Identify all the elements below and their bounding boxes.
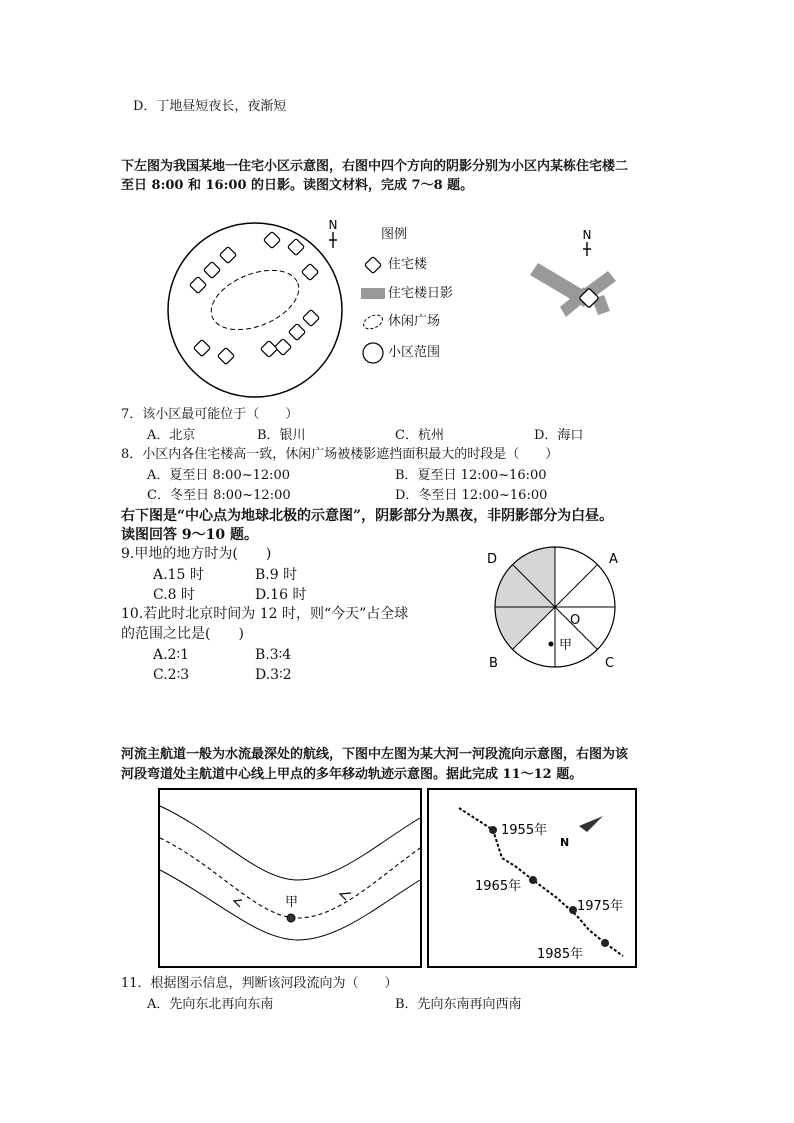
legend-boundary-icon <box>363 343 383 363</box>
q8-option-c: C．冬至日 8:00~12:00 <box>147 488 291 503</box>
point-1975 <box>569 906 577 914</box>
legend-shadow-icon <box>361 288 385 299</box>
section3-intro-line1: 河流主航道一般为水流最深处的航线，下图中左图为某大河一河段流向示意图，右图为该 <box>121 747 629 762</box>
q8-option-d: D．冬至日 12:00~16:00 <box>395 488 548 503</box>
q10-option-d: D.3∶2 <box>255 667 292 683</box>
q10-option-b: B.3∶4 <box>255 647 292 663</box>
q10-option-c: C.2∶3 <box>153 667 190 683</box>
q10-stem-line1: 10.若此时北京时间为 12 时，则“今天”占全球 <box>121 606 409 622</box>
year-1985: 1985年 <box>537 947 584 962</box>
q8-stem: 8．小区内各住宅楼高一致，休闲广场被楼影遮挡面积最大的时段是（ ） <box>121 447 559 462</box>
night-region <box>495 607 555 649</box>
north-pole-diagram <box>475 545 635 675</box>
point-migration-diagram <box>427 788 637 968</box>
q11-option-a: A．先向东北再向东南 <box>147 997 274 1012</box>
q7-option-c: C．杭州 <box>395 428 444 443</box>
community-boundary <box>168 223 342 397</box>
point-jia <box>549 642 554 647</box>
q7-stem: 7．该小区最可能位于（ ） <box>121 407 299 422</box>
label-d: D <box>487 552 498 567</box>
q10-option-a: A.2∶1 <box>153 647 190 663</box>
section3-intro-line2: 河段弯道处主航道中心线上甲点的多年移动轨迹示意图。据此完成 11～12 题。 <box>121 767 583 782</box>
q9-option-c: C.8 时 <box>153 587 196 603</box>
legend-title: 图例 <box>381 227 408 242</box>
q9-option-d: D.16 时 <box>255 587 307 603</box>
q7-option-b: B．银川 <box>257 428 306 443</box>
point-1985 <box>601 939 609 947</box>
q6-option-d: D．丁地昼短夜长，夜渐短 <box>133 99 287 114</box>
north-label-2: N <box>582 228 592 242</box>
legend-building-icon <box>365 257 382 274</box>
q7-option-a: A．北京 <box>147 428 196 443</box>
legend-building-label: 住宅楼 <box>388 257 428 272</box>
q10-stem-line2: 的范围之比是( ) <box>121 626 244 642</box>
north-label-3: N <box>560 836 570 849</box>
point-jia <box>287 914 295 922</box>
label-a: A <box>609 552 618 567</box>
label-c: C <box>605 656 615 671</box>
point-1955 <box>489 826 497 834</box>
building-shadow-diagram <box>520 225 630 320</box>
q11-stem: 11．根据图示信息，判断该河段流向为（ ） <box>121 976 398 991</box>
legend-boundary-label: 小区范围 <box>388 345 441 360</box>
section1-intro-line1: 下左图为我国某地一住宅小区示意图，右图中四个方向的阴影分别为小区内某栋住宅楼二 <box>121 159 629 174</box>
q9-stem: 9.甲地的地方时为( ) <box>121 546 272 562</box>
section1-intro-line2: 至日 8:00 和 16:00 的日影。读图文材料，完成 7～8 题。 <box>121 178 474 193</box>
q7-option-d: D．海口 <box>534 428 584 443</box>
q9-option-b: B.9 时 <box>255 567 298 583</box>
q9-option-a: A.15 时 <box>153 567 204 583</box>
legend-shadow-label: 住宅楼日影 <box>388 286 454 301</box>
label-b: B <box>489 656 498 671</box>
q8-option-b: B．夏至日 12:00~16:00 <box>395 468 547 483</box>
north-label: N <box>328 218 338 232</box>
north-arrow-icon <box>323 218 343 250</box>
q8-option-a: A．夏至日 8:00~12:00 <box>147 468 291 483</box>
q11-option-b: B．先向东南再向西南 <box>395 997 522 1012</box>
section2-intro-line2: 读图回答 9～10 题。 <box>121 527 258 543</box>
river-flow-diagram <box>158 788 422 968</box>
legend-symbols <box>361 256 385 368</box>
year-1965: 1965年 <box>475 879 522 894</box>
label-o: O <box>570 613 581 628</box>
year-1975: 1975年 <box>577 899 624 914</box>
diagram-frame <box>159 789 421 967</box>
label-jia: 甲 <box>559 638 573 653</box>
legend-plaza-label: 休闲广场 <box>388 314 441 329</box>
legend-plaza-icon <box>361 312 384 331</box>
label-jia: 甲 <box>285 895 299 910</box>
section2-intro-line1: 右下图是“中心点为地球北极的示意图”，阴影部分为黑夜，非阴影部分为白昼。 <box>121 508 614 524</box>
year-1955: 1955年 <box>501 823 548 838</box>
point-1965 <box>529 876 537 884</box>
